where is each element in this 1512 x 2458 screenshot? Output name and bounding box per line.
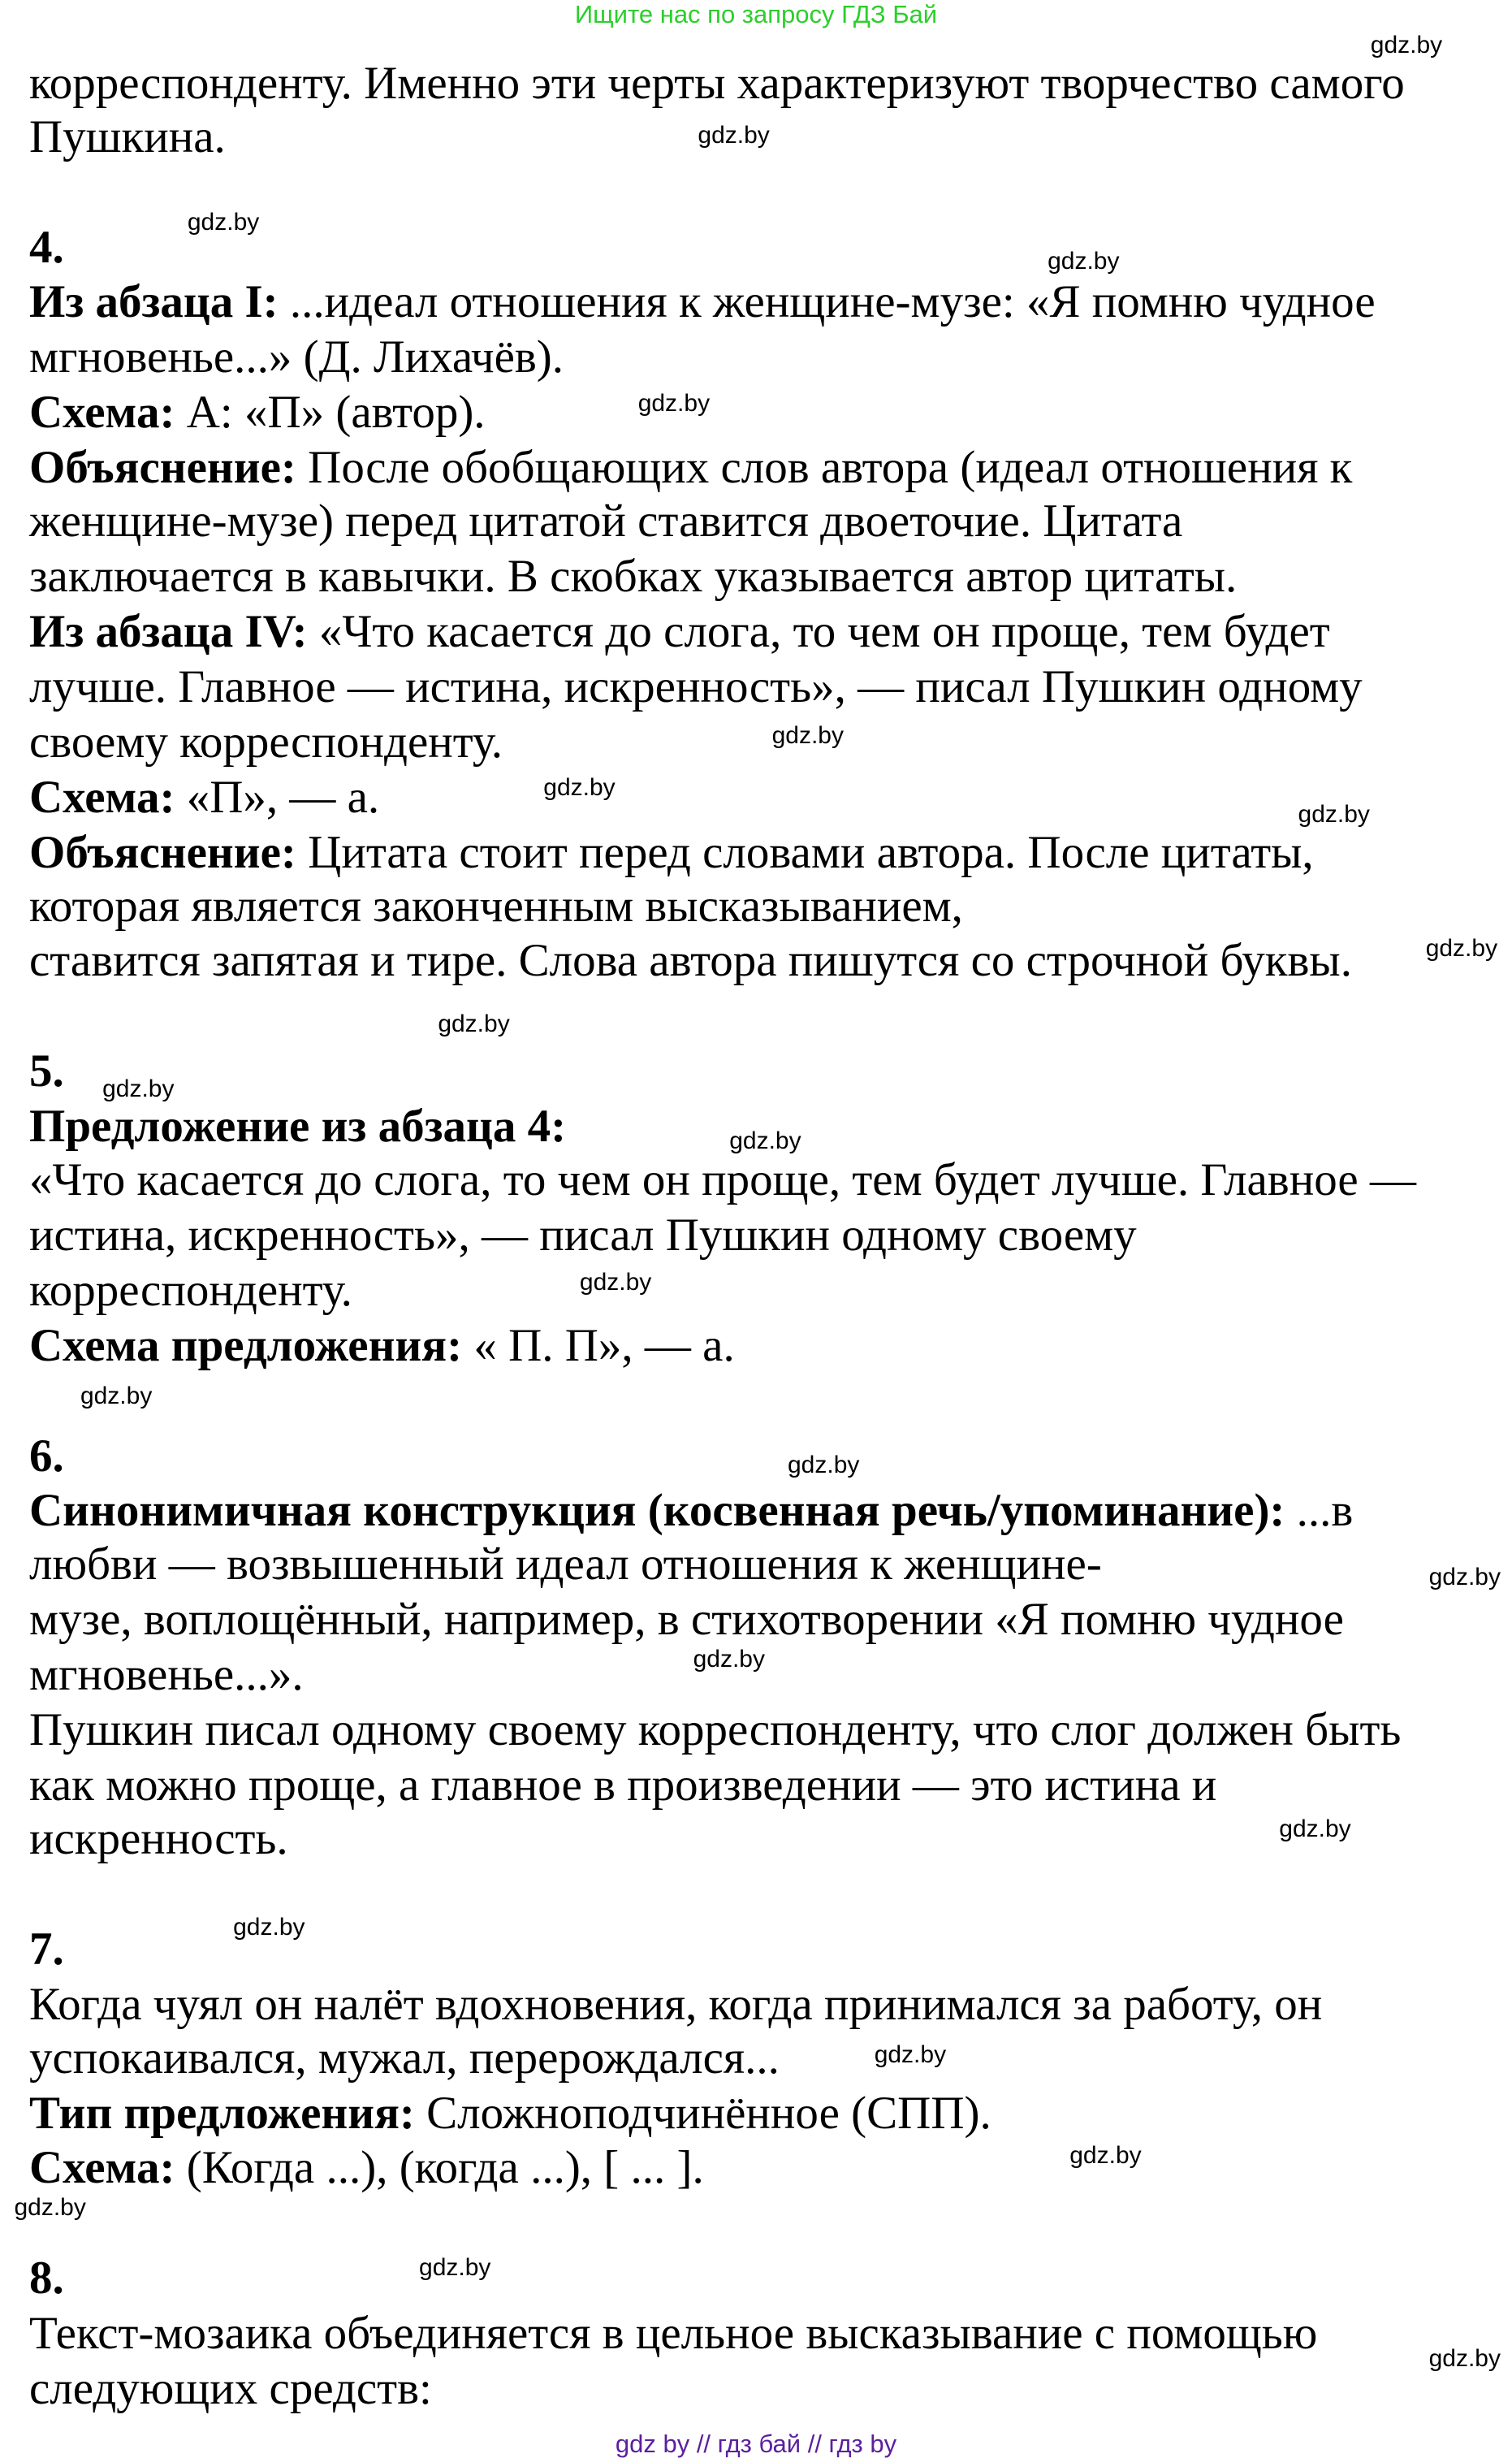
bold-label: Синонимичная конструкция (косвенная речь/упоминание):	[29, 1485, 1285, 1537]
footer-links[interactable]: gdz by // гдз бай // гдз by	[615, 2430, 897, 2458]
text-line	[29, 2087, 991, 2139]
text-segment: ...идеал отношения к женщине-музе: «Я помню чудное	[278, 276, 1376, 328]
text-line	[29, 1045, 64, 1097]
watermark-gdz: gdz.by	[1048, 248, 1120, 275]
text-segment: корреспонденту.	[29, 1264, 352, 1316]
bold-label: 6.	[29, 1430, 64, 1482]
text-line	[29, 2363, 432, 2415]
watermark-gdz: gdz.by	[788, 1452, 860, 1479]
text-line	[29, 551, 1238, 603]
text-line	[29, 1978, 1323, 2030]
text-segment: Пушкин писал одному своему корреспонденту, что слог должен быть	[29, 1704, 1402, 1756]
text-segment: « П. П», — а.	[462, 1319, 735, 1371]
watermark-gdz: gdz.by	[693, 1645, 765, 1673]
text-line	[29, 1319, 735, 1371]
watermark-gdz: gdz.by	[1428, 1563, 1501, 1590]
text-line	[29, 221, 64, 273]
watermark-gdz: gdz.by	[1298, 800, 1370, 828]
bold-label: Объяснение:	[29, 442, 296, 494]
watermark-gdz: gdz.by	[187, 208, 260, 236]
text-segment: Текст-мозаика объединяется в цельное высказывание с помощью	[29, 2308, 1318, 2360]
text-segment: «Что касается до слога, то чем он проще, тем будет	[307, 605, 1330, 657]
text-line	[29, 2308, 1318, 2360]
text-line	[29, 495, 1183, 547]
watermark-gdz: gdz.by	[637, 389, 711, 417]
watermark-gdz: gdz.by	[1428, 2345, 1501, 2373]
watermark-gdz: gdz.by	[771, 721, 844, 749]
text-segment: ...в	[1285, 1485, 1354, 1537]
text-segment: следующих средств:	[29, 2363, 432, 2415]
text-line	[29, 276, 1376, 328]
text-segment: мгновенье...».	[29, 1649, 304, 1701]
text-line	[29, 387, 486, 439]
text-line	[29, 1101, 567, 1153]
text-line	[29, 1209, 1137, 1261]
text-segment: После обобщающих слов автора (идеал отношения к	[296, 442, 1353, 494]
text-line	[29, 2142, 704, 2194]
bold-label: Объяснение:	[29, 826, 296, 878]
text-segment: истина, искренность», — писал Пушкин одному своему	[29, 1209, 1137, 1261]
text-line	[29, 1923, 64, 1975]
text-segment: как можно проще, а главное в произведении — это истина и	[29, 1759, 1217, 1811]
text-segment: «П», — а.	[175, 771, 380, 823]
text-segment: любви — возвышенный идеал отношения к женщине-	[29, 1538, 1102, 1590]
text-line	[29, 716, 503, 768]
text-line	[29, 1264, 352, 1316]
text-line	[29, 1649, 304, 1701]
text-line	[29, 660, 1363, 712]
watermark-gdz: gdz.by	[1425, 934, 1498, 962]
bold-label: Из абзаца IV:	[29, 605, 308, 657]
text-line	[29, 1812, 288, 1864]
bold-label: Схема:	[29, 771, 175, 823]
text-segment: Цитата стоит перед словами автора. После цитаты,	[296, 826, 1314, 878]
watermark-gdz: gdz.by	[579, 1269, 652, 1296]
watermark-gdz: gdz.by	[1279, 1815, 1351, 1843]
text-segment: корреспонденту. Именно эти черты характеризуют творчество самого	[29, 57, 1405, 109]
text-segment: женщине-музе) перед цитатой ставится двоеточие. Цитата	[29, 495, 1183, 547]
watermark-gdz: gdz.by	[543, 774, 616, 801]
text-segment: успокаивался, мужал, перерождался...	[29, 2032, 780, 2084]
text-line	[29, 1154, 1416, 1206]
text-segment: своему корреспонденту.	[29, 716, 503, 768]
text-segment: которая является законченным высказыванием,	[29, 880, 963, 932]
text-line	[29, 110, 226, 162]
text-line	[29, 826, 1314, 878]
watermark-gdz: gdz.by	[419, 2253, 491, 2281]
watermark-gdz: gdz.by	[874, 2040, 947, 2068]
watermark-gdz: gdz.by	[14, 2193, 86, 2221]
text-line	[29, 880, 963, 932]
bold-label: Предложение из абзаца 4:	[29, 1101, 567, 1153]
text-line	[29, 1538, 1102, 1590]
watermark-gdz: gdz.by	[1370, 32, 1443, 59]
text-line	[29, 2032, 780, 2084]
bold-label: Схема:	[29, 387, 175, 439]
text-segment: А: «П» (автор).	[175, 387, 486, 439]
text-line	[29, 935, 1352, 987]
text-segment: мгновенье...» (Д. Лихачёв).	[29, 331, 564, 383]
text-line	[29, 442, 1353, 494]
watermark-gdz: gdz.by	[729, 1127, 801, 1154]
watermark-gdz: gdz.by	[698, 121, 770, 149]
bold-label: 7.	[29, 1923, 64, 1975]
text-segment: искренность.	[29, 1812, 288, 1864]
text-segment: Пушкина.	[29, 110, 226, 162]
watermark-gdz: gdz.by	[233, 1913, 305, 1941]
text-line	[29, 1704, 1402, 1756]
bold-label: 5.	[29, 1045, 64, 1097]
text-line	[29, 1430, 64, 1482]
text-segment: (Когда ...), (когда ...), [ ... ].	[175, 2142, 704, 2194]
text-line	[29, 1485, 1354, 1537]
text-segment: ставится запятая и тире. Слова автора пишутся со строчной буквы.	[29, 935, 1352, 987]
bold-label: 8.	[29, 2252, 64, 2304]
text-segment: лучше. Главное — истина, искренность», — писал Пушкин одному	[29, 660, 1363, 712]
text-segment: заключается в кавычки. В скобках указывается автор цитаты.	[29, 551, 1238, 603]
bold-label: Схема предложения:	[29, 1319, 463, 1371]
watermark-gdz: gdz.by	[438, 1010, 510, 1037]
text-line	[29, 331, 564, 383]
text-line	[29, 1759, 1217, 1811]
text-line	[29, 1594, 1344, 1646]
text-line	[29, 2252, 64, 2304]
text-segment: музе, воплощённый, например, в стихотворении «Я помню чудное	[29, 1594, 1344, 1646]
text-segment: «Что касается до слога, то чем он проще, тем будет лучше. Главное —	[29, 1154, 1416, 1206]
watermark-gdz: gdz.by	[1069, 2141, 1142, 2169]
bold-label: Схема:	[29, 2142, 175, 2194]
text-line	[29, 605, 1330, 657]
text-line	[29, 57, 1405, 109]
watermark-gdz: gdz.by	[102, 1075, 175, 1102]
bold-label: Тип предложения:	[29, 2087, 415, 2139]
search-hint-header: Ищите нас по запросу ГДЗ Бай	[574, 0, 938, 28]
bold-label: 4.	[29, 221, 64, 273]
text-line	[29, 771, 380, 823]
watermark-gdz: gdz.by	[80, 1382, 153, 1409]
text-segment: Сложноподчинённое (СПП).	[414, 2087, 991, 2139]
bold-label: Из абзаца I:	[29, 276, 279, 328]
text-segment: Когда чуял он налёт вдохновения, когда принимался за работу, он	[29, 1978, 1323, 2030]
